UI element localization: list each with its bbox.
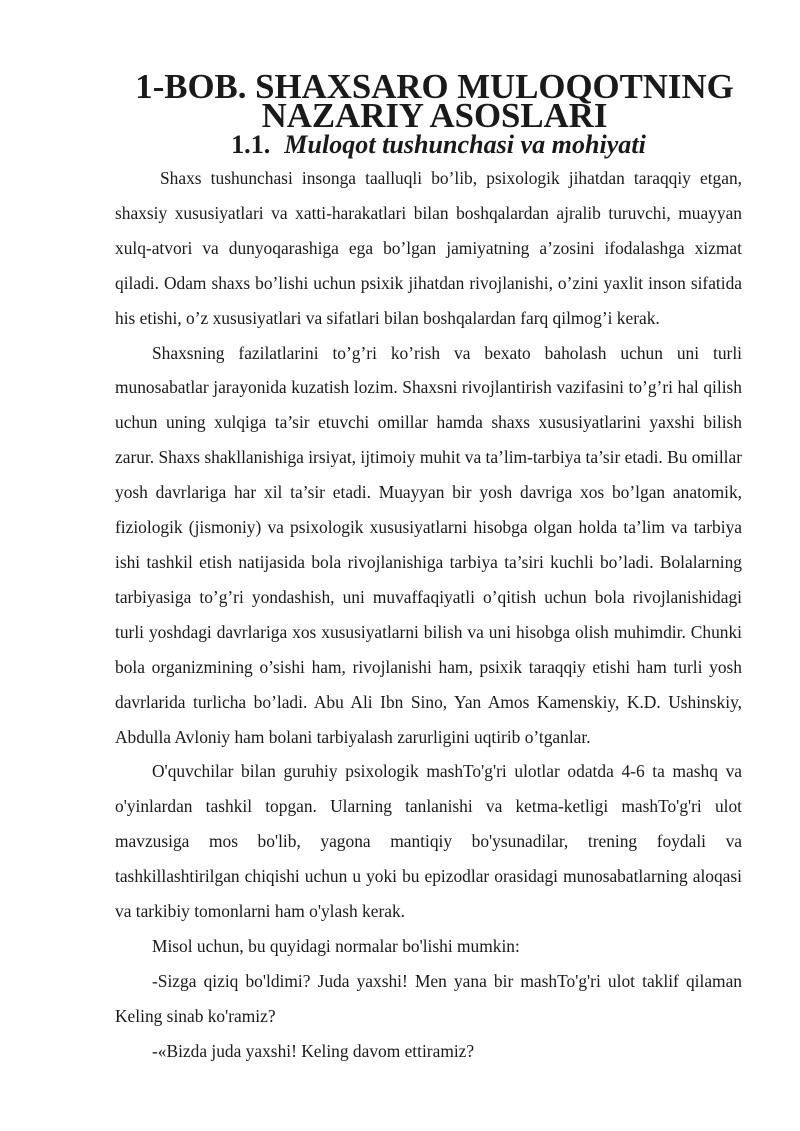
paragraph: -Sizga qiziq bo'ldimi? Juda yaxshi! Men yana bir mashTo'g'ri ulot taklif qilaman Keling sinab ko'ramiz?: [115, 970, 742, 1026]
paragraph: -«Bizda juda yaxshi! Keling davom ettiramiz?: [152, 1040, 475, 1061]
paragraph: O'quvchilar bilan guruhiy psixologik mashTo'g'ri ulotlar odatda 4-6 ta mashq va o'yinlardan tashkil topgan. Ularning tanlanishi va ketma-ketligi mashTo'g'ri ulot mavzusiga mos bo'lib, yagona mantiqiy bo'ysunadilar, trening foydali va tashkillashtirilgan chiqishi uchun u yoki bu epizodlar orasidagi munosabatlarning aloqasi va tarkibiy tomonlarni ham o'ylash kerak.: [115, 761, 742, 922]
section-heading: [115, 130, 742, 159]
paragraph: Shaxsning fazilatlarini to’g’ri ko’rish va bexato baholash uchun uni turli munosabatlar jarayonida kuzatish lozim. Shaxsni rivojlantirish vazifasini to’g’ri hal qilish uchun uning xulqiga ta’sir etuvchi omillar hamda shaxs xususiyatlarini yaxshi bilish zarur. Shaxs shakllanishiga irsiyat, ijtimoiy muhit va ta’lim-tarbiya ta’sir etadi. Bu omillar yosh davrlariga har xil ta’sir etadi. Muayyan bir yosh davriga xos bo’lgan anatomik, fiziologik (jismoniy) va psixologik xususiyatlarni hisobga olgan holda ta’lim va tarbiya ishi tashkil etish natijasida bola rivojlanishiga tarbiya ta’siri kuchli bo’ladi. Bolalarning tarbiyasiga to’g’ri yondashish, uni muvaffaqiyatli o’qitish uchun bola rivojlanishidagi turli yoshdagi davrlariga xos xususiyatlarni bilish va uni hisobga olish muhimdir. Chunki bola organizmining o’sishi ham, rivojlanishi ham, psixik taraqqiy etishi ham turli yosh davrlarida turlicha bo’ladi. Abu Ali Ibn Sino, Yan Amos Kamenskiy, K.D. Ushinskiy, Abdulla Avloniy ham bolani tarbiyalash zarurligini uqtirib o’tganlar.: [115, 342, 742, 747]
paragraph: Shaxs tushunchasi insonga taalluqli bo’lib, psixologik jihatdan taraqqiy etgan, shaxsiy xususiyatlari va xatti-harakatlari bilan boshqalardan ajralib turuvchi, muayyan xulq-atvori va dunyoqarashiga ega bo’lgan jamiyatning a’zosini ifodalashga xizmat qiladi. Odam shaxs bo’lishi uchun psixik jihatdan rivojlanishi, o’zini yaxlit inson sifatida his etishi, o’z xususiyatlari va sifatlari bilan boshqalardan farq qilmog’i kerak.: [115, 168, 742, 328]
document-page: [115, 67, 742, 1069]
section-number: 1.1.: [231, 130, 271, 159]
section-title: Muloqot tushunchasi va mohiyati: [284, 130, 646, 159]
paragraph: Misol uchun, bu quyidagi normalar bo'lishi mumkin:: [152, 935, 520, 956]
chapter-title: 1-BOB. SHAXSARO MULOQOTNING NAZARIY ASOSLARI: [135, 67, 734, 135]
